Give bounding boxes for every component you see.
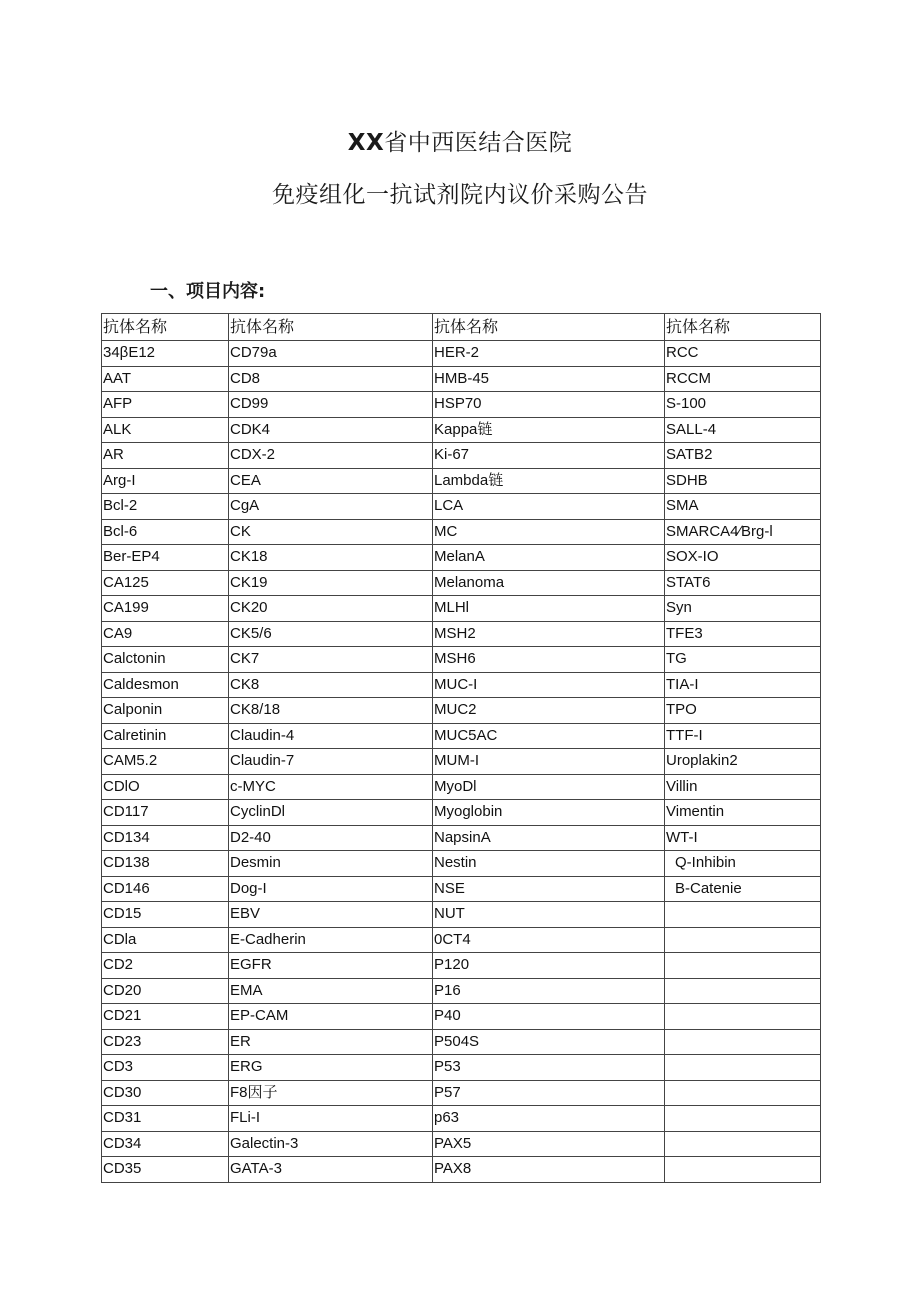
column-header: 抗体名称 (433, 314, 665, 341)
table-cell: TPO (665, 698, 821, 724)
table-row (102, 723, 821, 749)
table-cell: MSH6 (433, 647, 665, 673)
table-row (102, 1055, 821, 1081)
table-row (102, 851, 821, 877)
table-cell: MSH2 (433, 621, 665, 647)
table-cell: Ber-EP4 (102, 545, 229, 571)
table-row (102, 1080, 821, 1106)
table-row (102, 953, 821, 979)
table-cell: MUM-I (433, 749, 665, 775)
table-row (102, 647, 821, 673)
table-cell: PAX5 (433, 1131, 665, 1157)
table-cell: MLHl (433, 596, 665, 622)
table-cell: AR (102, 443, 229, 469)
table-cell: CD134 (102, 825, 229, 851)
table-cell: Kappa链 (433, 417, 665, 443)
table-cell: CK8 (229, 672, 433, 698)
table-cell: TG (665, 647, 821, 673)
table-cell: E-Cadherin (229, 927, 433, 953)
table-cell (665, 953, 821, 979)
table-cell: RCC (665, 341, 821, 367)
table-row (102, 978, 821, 1004)
table-cell: CDlO (102, 774, 229, 800)
table-cell: CK20 (229, 596, 433, 622)
table-cell: CD138 (102, 851, 229, 877)
column-header: 抗体名称 (665, 314, 821, 341)
table-cell: Calctonin (102, 647, 229, 673)
table-cell: Arg-I (102, 468, 229, 494)
table-cell: HER-2 (433, 341, 665, 367)
table-cell: ALK (102, 417, 229, 443)
table-cell: CK5/6 (229, 621, 433, 647)
table-row (102, 570, 821, 596)
table-cell: Q-Inhibin (665, 851, 821, 877)
table-cell (665, 1004, 821, 1030)
table-row (102, 927, 821, 953)
document-title-line-2: 免疫组化一抗试剂院内议价采购公告 (272, 182, 648, 208)
table-cell: CA125 (102, 570, 229, 596)
table-cell: CD79a (229, 341, 433, 367)
table-row (102, 341, 821, 367)
table-cell: EMA (229, 978, 433, 1004)
table-cell: F8因子 (229, 1080, 433, 1106)
table-cell: p63 (433, 1106, 665, 1132)
table-cell (665, 1080, 821, 1106)
table-cell: ERG (229, 1055, 433, 1081)
table-cell: P120 (433, 953, 665, 979)
table-row (102, 1157, 821, 1183)
table-cell: 0CT4 (433, 927, 665, 953)
table-cell (665, 1131, 821, 1157)
table-cell: TIA-I (665, 672, 821, 698)
table-cell: CD146 (102, 876, 229, 902)
table-cell: CA9 (102, 621, 229, 647)
table-header-row (102, 314, 821, 341)
table-row (102, 672, 821, 698)
table-row (102, 392, 821, 418)
section-heading-project-content: 一、项目内容: (150, 281, 266, 302)
document-title-line-1 (0, 124, 920, 157)
table-cell (665, 927, 821, 953)
table-cell: P16 (433, 978, 665, 1004)
table-cell: PAX8 (433, 1157, 665, 1183)
antibody-table (101, 313, 821, 1183)
table-cell: S-100 (665, 392, 821, 418)
table-cell: Desmin (229, 851, 433, 877)
table-row (102, 1029, 821, 1055)
table-cell: Melanoma (433, 570, 665, 596)
table-cell: MUC2 (433, 698, 665, 724)
table-cell: CD34 (102, 1131, 229, 1157)
table-cell: CAM5.2 (102, 749, 229, 775)
table-cell: P40 (433, 1004, 665, 1030)
table-row (102, 468, 821, 494)
table-row (102, 1131, 821, 1157)
table-row (102, 774, 821, 800)
table-cell: c-MYC (229, 774, 433, 800)
table-cell: Myoglobin (433, 800, 665, 826)
table-cell: CD99 (229, 392, 433, 418)
table-cell: EBV (229, 902, 433, 928)
table-cell: SATB2 (665, 443, 821, 469)
table-cell: B-Catenie (665, 876, 821, 902)
table-cell: CD31 (102, 1106, 229, 1132)
table-cell: Vimentin (665, 800, 821, 826)
table-cell: Calponin (102, 698, 229, 724)
table-cell: SDHB (665, 468, 821, 494)
table-cell: Galectin-3 (229, 1131, 433, 1157)
table-cell: P504S (433, 1029, 665, 1055)
table-cell: CD30 (102, 1080, 229, 1106)
table-cell: Uroplakin2 (665, 749, 821, 775)
table-cell: NSE (433, 876, 665, 902)
table-cell: Claudin-4 (229, 723, 433, 749)
table-cell: Nestin (433, 851, 665, 877)
table-cell: CD3 (102, 1055, 229, 1081)
table-cell (665, 1157, 821, 1183)
table-cell: MyoDl (433, 774, 665, 800)
table-cell: CK19 (229, 570, 433, 596)
table-cell: SMARCA4∕Brg-l (665, 519, 821, 545)
table-cell: WT-I (665, 825, 821, 851)
table-cell: CDla (102, 927, 229, 953)
table-cell: MC (433, 519, 665, 545)
table-row (102, 545, 821, 571)
table-cell: CA199 (102, 596, 229, 622)
table-cell: SOX-IO (665, 545, 821, 571)
table-cell: ER (229, 1029, 433, 1055)
table-cell: Ki-67 (433, 443, 665, 469)
column-header: 抗体名称 (102, 314, 229, 341)
table-cell: Villin (665, 774, 821, 800)
table-cell: P57 (433, 1080, 665, 1106)
table-cell: CDK4 (229, 417, 433, 443)
table-cell (665, 1055, 821, 1081)
table-cell: CD21 (102, 1004, 229, 1030)
table-row (102, 621, 821, 647)
table-cell: CyclinDl (229, 800, 433, 826)
table-cell: SALL-4 (665, 417, 821, 443)
table-cell: CD35 (102, 1157, 229, 1183)
table-cell: CK18 (229, 545, 433, 571)
table-cell: CD8 (229, 366, 433, 392)
table-cell: MelanA (433, 545, 665, 571)
table-cell: Bcl-2 (102, 494, 229, 520)
table-cell: HMB-45 (433, 366, 665, 392)
table-cell: TFE3 (665, 621, 821, 647)
title-prefix: XX (347, 130, 385, 156)
table-cell: LCA (433, 494, 665, 520)
table-cell (665, 1106, 821, 1132)
table-cell: AAT (102, 366, 229, 392)
table-cell: CgA (229, 494, 433, 520)
table-cell: TTF-I (665, 723, 821, 749)
table-row (102, 596, 821, 622)
table-row (102, 1004, 821, 1030)
table-cell: GATA-3 (229, 1157, 433, 1183)
table-cell: 34βE12 (102, 341, 229, 367)
table-cell: D2-40 (229, 825, 433, 851)
table-cell: Bcl-6 (102, 519, 229, 545)
table-cell: CEA (229, 468, 433, 494)
table-cell: P53 (433, 1055, 665, 1081)
table-cell: MUC5AC (433, 723, 665, 749)
table-cell: CD15 (102, 902, 229, 928)
table-row (102, 800, 821, 826)
table-cell: STAT6 (665, 570, 821, 596)
column-header: 抗体名称 (229, 314, 433, 341)
table-cell: CD20 (102, 978, 229, 1004)
table-row (102, 494, 821, 520)
table-cell: CK7 (229, 647, 433, 673)
table-cell: CD2 (102, 953, 229, 979)
table-cell: Calretinin (102, 723, 229, 749)
table-cell (665, 978, 821, 1004)
table-row (102, 1106, 821, 1132)
table-cell: Syn (665, 596, 821, 622)
table-cell: RCCM (665, 366, 821, 392)
table-row (102, 876, 821, 902)
table-cell: MUC-I (433, 672, 665, 698)
table-cell: CD23 (102, 1029, 229, 1055)
table-cell: CDX-2 (229, 443, 433, 469)
table-cell: AFP (102, 392, 229, 418)
table-row (102, 749, 821, 775)
table-cell: NapsinA (433, 825, 665, 851)
table-row (102, 698, 821, 724)
table-cell: Caldesmon (102, 672, 229, 698)
table-cell: NUT (433, 902, 665, 928)
table-cell: Dog-I (229, 876, 433, 902)
table-cell: CK8/18 (229, 698, 433, 724)
table-row (102, 417, 821, 443)
table-cell (665, 1029, 821, 1055)
table-row (102, 519, 821, 545)
table-cell: SMA (665, 494, 821, 520)
table-row (102, 825, 821, 851)
title-hospital-name: 省中西医结合医院 (384, 130, 573, 156)
table-cell: CD117 (102, 800, 229, 826)
table-cell: HSP70 (433, 392, 665, 418)
table-cell (665, 902, 821, 928)
table-row (102, 366, 821, 392)
table-row (102, 443, 821, 469)
table-row (102, 902, 821, 928)
table-cell: Claudin-7 (229, 749, 433, 775)
table-cell: CK (229, 519, 433, 545)
table-cell: EP-CAM (229, 1004, 433, 1030)
table-cell: FLi-I (229, 1106, 433, 1132)
antibody-table-body (102, 314, 821, 1183)
table-cell: EGFR (229, 953, 433, 979)
table-cell: Lambda链 (433, 468, 665, 494)
